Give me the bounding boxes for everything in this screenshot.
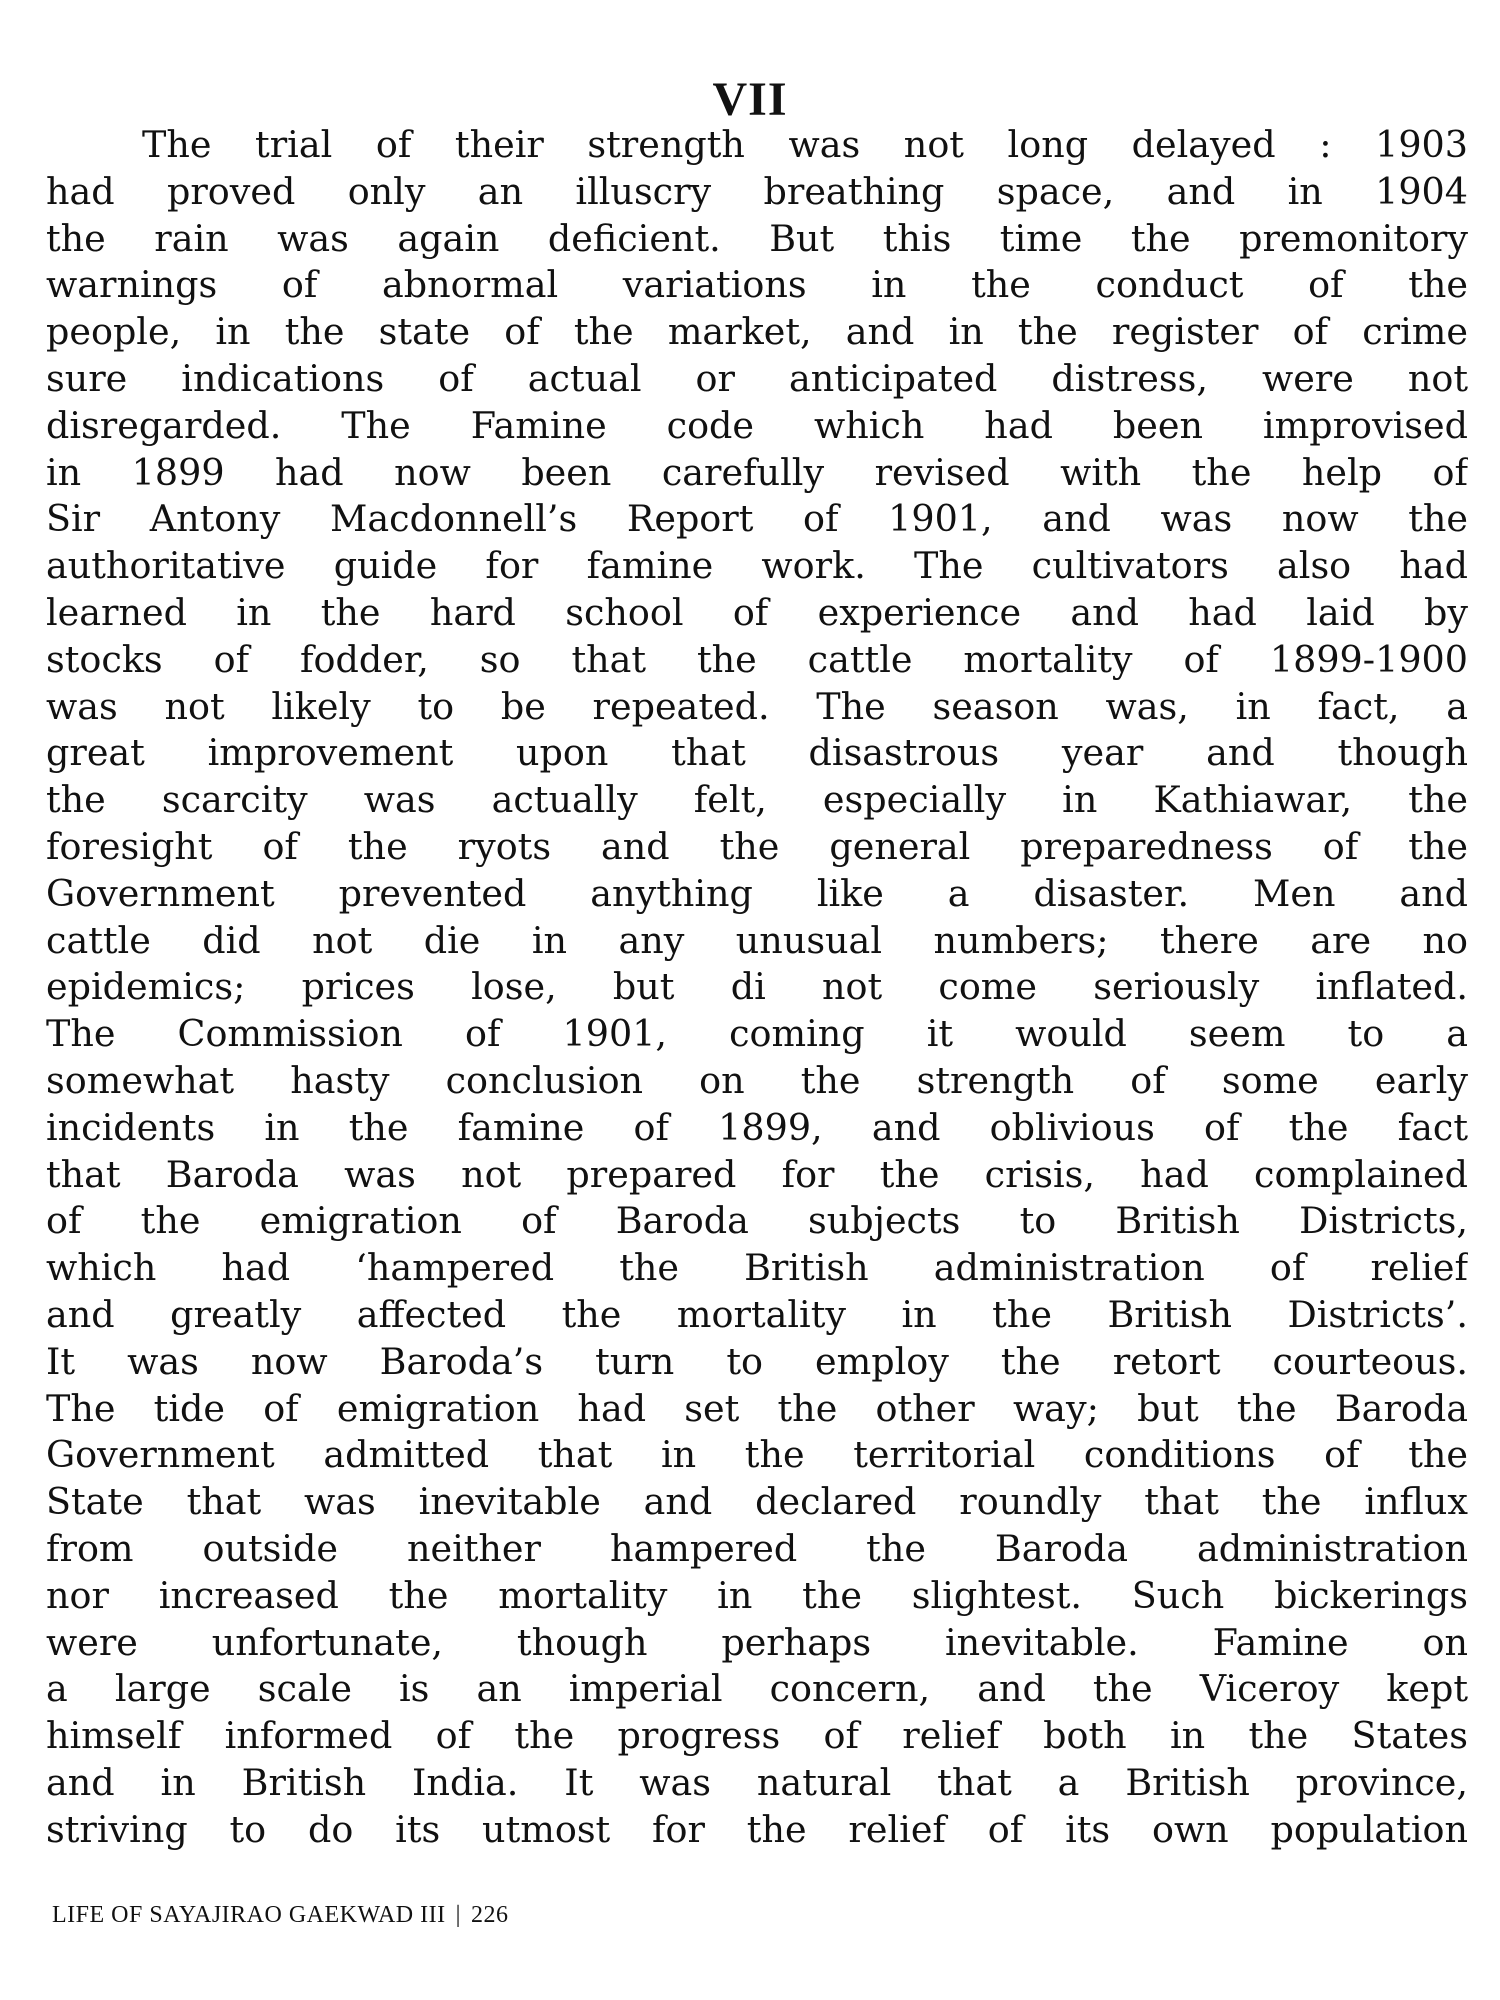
footer-page-number: 226 bbox=[470, 1902, 509, 1928]
text-line: The trial of their strength was not long delayed : 1903 bbox=[142, 123, 1468, 166]
footer-separator: | bbox=[455, 1902, 461, 1928]
text-line: himself informed of the progress of relief both in the States bbox=[46, 1714, 1468, 1758]
text-line: The Commission of 1901, coming it would seem to a bbox=[46, 1012, 1468, 1056]
text-line: nor increased the mortality in the slightest. Such bickerings bbox=[46, 1573, 1468, 1617]
section-heading: VII bbox=[712, 73, 788, 126]
text-line: were unfortunate, though perhaps inevitable. Famine on bbox=[46, 1620, 1468, 1664]
text-line: Government prevented anything like a disaster. Men and bbox=[46, 871, 1468, 915]
text-line: was not likely to be repeated. The season was, in fact, a bbox=[46, 684, 1468, 728]
footer-book-title: LIFE OF SAYAJIRAO GAEKWAD III bbox=[52, 1902, 446, 1928]
text-line: of the emigration of Baroda subjects to British Districts, bbox=[46, 1199, 1468, 1243]
text-line: Government admitted that in the territorial conditions of the bbox=[46, 1433, 1468, 1477]
text-line: had proved only an illuscry breathing space, and in 1904 bbox=[46, 169, 1468, 213]
text-line: It was now Baroda’s turn to employ the retort courteous. bbox=[46, 1339, 1468, 1383]
text-line: a large scale is an imperial concern, and the Viceroy kept bbox=[46, 1667, 1468, 1711]
text-line: somewhat hasty conclusion on the strength of some early bbox=[46, 1058, 1468, 1102]
text-line: the scarcity was actually felt, especially in Kathiawar, the bbox=[46, 778, 1468, 822]
text-line: striving to do its utmost for the relief of its own population bbox=[46, 1807, 1468, 1851]
text-line: great improvement upon that disastrous year and though bbox=[46, 731, 1468, 775]
text-line: in 1899 had now been carefully revised with the help of bbox=[46, 450, 1468, 494]
text-line: learned in the hard school of experience and had laid by bbox=[46, 590, 1468, 634]
page-footer bbox=[52, 1902, 508, 1929]
text-line: which had ‘hampered the British administration of relief bbox=[46, 1246, 1468, 1290]
body-text bbox=[46, 122, 1468, 1853]
text-line: that Baroda was not prepared for the crisis, had complained bbox=[46, 1152, 1468, 1196]
text-line: the rain was again deficient. But this time the premonitory bbox=[46, 216, 1468, 260]
text-line: Sir Antony Macdonnell’s Report of 1901, and was now the bbox=[46, 497, 1468, 541]
text-line: warnings of abnormal variations in the conduct of the bbox=[46, 263, 1468, 307]
text-line: State that was inevitable and declared roundly that the influx bbox=[46, 1480, 1468, 1524]
text-line: authoritative guide for famine work. The cultivators also had bbox=[46, 544, 1468, 588]
text-line: from outside neither hampered the Baroda administration bbox=[46, 1526, 1468, 1570]
text-line: stocks of fodder, so that the cattle mortality of 1899-1900 bbox=[46, 637, 1468, 681]
text-line: epidemics; prices lose, but di not come seriously inflated. bbox=[46, 965, 1468, 1009]
text-line: foresight of the ryots and the general preparedness of the bbox=[46, 824, 1468, 868]
text-line: incidents in the famine of 1899, and oblivious of the fact bbox=[46, 1105, 1468, 1149]
text-line: and greatly affected the mortality in the British Districts’. bbox=[46, 1292, 1468, 1336]
text-line: disregarded. The Famine code which had been improvised bbox=[46, 403, 1468, 447]
text-line: sure indications of actual or anticipated distress, were not bbox=[46, 356, 1468, 400]
text-line: cattle did not die in any unusual numbers; there are no bbox=[46, 918, 1468, 962]
text-line: The tide of emigration had set the other way; but the Baroda bbox=[46, 1386, 1468, 1430]
text-line: and in British India. It was natural that a British province, bbox=[46, 1760, 1468, 1804]
text-line: people, in the state of the market, and in the register of crime bbox=[46, 310, 1468, 354]
